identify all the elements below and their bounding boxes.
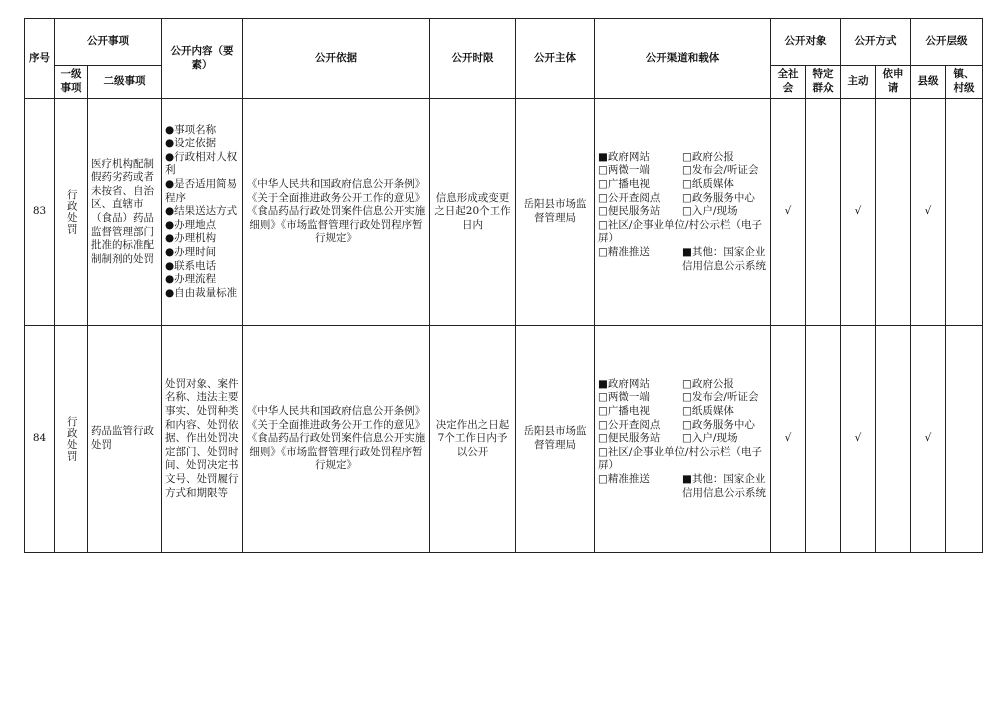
channel-option: □ 政务服务中心 [682,419,767,433]
content-item: ● 事项名称 [165,124,239,138]
channel-option: □ 精准推送 [598,246,682,273]
channel-option: ■ 其他：国家企业信用信息公示系统 [682,246,767,273]
channel-option: □ 两微一端 [598,391,682,405]
channel-option: □ 广播电视 [598,405,682,419]
row-lv-county: √ [911,99,946,326]
header-level: 公开层级 [911,19,983,66]
row-basis: 《中华人民共和国政府信息公开条例》《关于全面推进政务公开工作的意见》《食品药品行政处罚案件信息公开实施细则》《市场监督管理行政处罚程序暂行规定》 [243,99,430,326]
row-aud-group [806,99,841,326]
channel-option: □ 社区/企事业单位/村公示栏（电子屏） [598,446,767,473]
row-basis: 《中华人民共和国政府信息公开条例》《关于全面推进政务公开工作的意见》《食品药品行政处罚案件信息公开实施细则》《市场监督管理行政处罚程序暂行规定》 [243,326,430,553]
row-channel [595,326,771,553]
channel-option: □ 政府公报 [682,151,767,165]
header-lv-county: 县级 [911,66,946,99]
content-item: ● 是否适用简易程序 [165,178,239,205]
header-time-limit: 公开时限 [430,19,516,99]
header-matter: 公开事项 [55,19,162,66]
content-item: ● 办理时间 [165,246,239,260]
header-level1: 一级事项 [55,66,88,99]
row-subject: 岳阳县市场监督管理局 [516,99,595,326]
header-m-active: 主动 [841,66,876,99]
channel-option: □ 社区/企事业单位/村公示栏（电子屏） [598,219,767,246]
row-m-request [876,326,911,553]
channel-option: □ 便民服务站 [598,432,682,446]
header-seq: 序号 [25,19,55,99]
header-m-request: 依申请 [876,66,911,99]
row-time-limit: 信息形成或变更之日起20个工作日内 [430,99,516,326]
content-item: ● 联系电话 [165,260,239,274]
row-level1: 行政处罚 [55,99,88,326]
channel-option: ■ 政府网站 [598,151,682,165]
channel-option: □ 发布会/听证会 [682,164,767,178]
disclosure-table [24,18,983,553]
row-m-active: √ [841,99,876,326]
row-time-limit: 决定作出之日起7个工作日内予以公开 [430,326,516,553]
row-m-active: √ [841,326,876,553]
row-aud-all: √ [771,326,806,553]
row-aud-group [806,326,841,553]
header-content: 公开内容（要素） [162,19,243,99]
content-item: ● 办理机构 [165,232,239,246]
row-lv-town [946,326,983,553]
header-basis: 公开依据 [243,19,430,99]
content-item: ● 自由裁量标准 [165,287,239,301]
channel-option: □ 广播电视 [598,178,682,192]
channel-option: □ 纸质媒体 [682,405,767,419]
header-lv-town: 镇、村级 [946,66,983,99]
row-lv-county: √ [911,326,946,553]
channel-option: □ 纸质媒体 [682,178,767,192]
content-item: ● 办理地点 [165,219,239,233]
channel-option: □ 便民服务站 [598,205,682,219]
row-level1: 行政处罚 [55,326,88,553]
row-content: 处罚对象、案件名称、违法主要事实、处罚种类和内容、处罚依据、作出处罚决定部门、处罚时间、处罚决定书文号、处罚履行方式和期限等 [162,326,243,553]
header-method: 公开方式 [841,19,911,66]
header-channel: 公开渠道和载体 [595,19,771,99]
row-content [162,99,243,326]
channel-option: ■ 其他：国家企业信用信息公示系统 [682,473,767,500]
row-m-request [876,99,911,326]
channel-option: □ 精准推送 [598,473,682,500]
header-subject: 公开主体 [516,19,595,99]
channel-option: ■ 政府网站 [598,378,682,392]
content-item: ● 办理流程 [165,273,239,287]
row-aud-all: √ [771,99,806,326]
channel-option: □ 政府公报 [682,378,767,392]
header-audience: 公开对象 [771,19,841,66]
header-aud-group: 特定群众 [806,66,841,99]
row-subject: 岳阳县市场监督管理局 [516,326,595,553]
content-item: ● 结果送达方式 [165,205,239,219]
row-channel [595,99,771,326]
header-aud-all: 全社会 [771,66,806,99]
content-item: ● 设定依据 [165,137,239,151]
row-lv-town [946,99,983,326]
channel-option: □ 两微一端 [598,164,682,178]
channel-option: □ 政务服务中心 [682,192,767,206]
channel-option: □ 入户/现场 [682,205,767,219]
table-row [25,326,983,553]
row-seq: 84 [25,326,55,553]
header-row-1 [25,19,983,66]
row-seq: 83 [25,99,55,326]
channel-option: □ 公开查阅点 [598,192,682,206]
row-level2: 医疗机构配制假药劣药或者未按省、自治区、直辖市（食品）药品监督管理部门批准的标准配制制剂的处罚 [88,99,162,326]
table-row [25,99,983,326]
channel-option: □ 公开查阅点 [598,419,682,433]
row-level2: 药品监管行政处罚 [88,326,162,553]
channel-option: □ 发布会/听证会 [682,391,767,405]
channel-option: □ 入户/现场 [682,432,767,446]
content-item: ● 行政相对人权利 [165,151,239,178]
header-level2: 二级事项 [88,66,162,99]
